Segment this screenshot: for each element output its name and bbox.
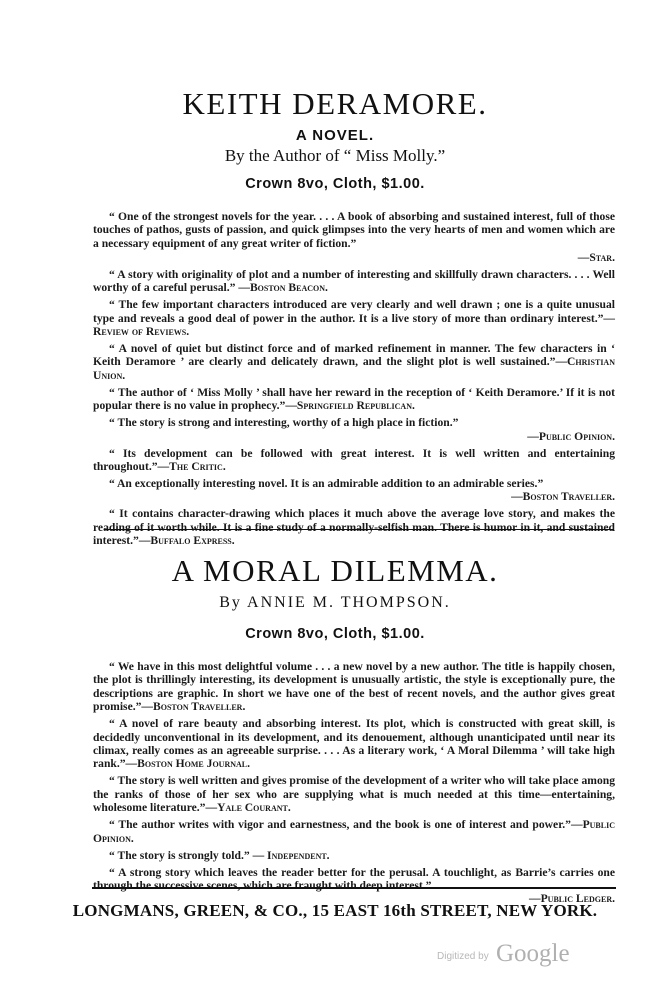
book1-review: [93, 477, 615, 490]
review-source: —Public Ledger.: [529, 892, 615, 906]
book1-byline: By the Author of “ Miss Molly.”: [224, 146, 446, 165]
review-text: “ The story is strong and interesting, worthy of a high place in fiction.”: [109, 416, 459, 430]
book2-review: [93, 849, 615, 862]
book1-title: KEITH DERAMORE.: [182, 86, 488, 121]
book1-review: [93, 507, 615, 547]
book2-review: [93, 717, 615, 771]
review-text: “ The author of ‘ Miss Molly ’ shall have her reward in the reception of ‘ Keith Deramore.’ If it is not popular there is no value in prophecy.”: [93, 385, 615, 413]
book1-reviews: [93, 210, 615, 551]
book1-review: [93, 416, 615, 429]
review-text: “ A story with originality of plot and a number of interesting and skillfully drawn characters. . . . Well worthy of a careful perusal.”: [93, 267, 615, 295]
book2-reviews: [93, 660, 615, 909]
review-source: —Boston Traveller.: [141, 700, 246, 714]
book1-subtitle: A NOVEL.: [295, 127, 375, 144]
review-source: —Springfield Republican.: [285, 399, 415, 413]
review-text: “ A novel of rare beauty and absorbing interest. Its plot, which is constructed with great skill, is decidedly unconventional in its development, and its denouement, although unanticipated until near its climax, really comes as an agreeable surprise. . . . As a literary work, ‘ A Moral Dilemma ’ will take high rank.”: [93, 717, 615, 771]
book1-review: [93, 342, 615, 382]
review-source: —Yale Courant.: [205, 801, 291, 815]
book2-review: [93, 818, 615, 845]
publisher-footer: LONGMANS, GREEN, & CO., 15 EAST 16th STREET, NEW YORK.: [72, 901, 598, 920]
review-text: “ The story is well written and gives promise of the development of a writer who will take place among the ranks of those of her sex who are supplying what is much needed at this time—entertaining, wholesome literature.”: [93, 774, 615, 815]
book2-review: [93, 774, 615, 814]
book2-title: A MORAL DILEMMA.: [171, 553, 499, 588]
review-text: “ A strong story which leaves the reader better for the perusal. A touchlight, as Barrie’s carries one through the successive scenes, which are fraught with deep interest.”: [93, 865, 615, 893]
footer-rule: [92, 887, 616, 889]
review-source: —Buffalo Express.: [138, 534, 235, 548]
review-source: —Star.: [577, 250, 615, 264]
book2-review: [93, 660, 615, 714]
book1-price: Crown 8vo, Cloth, $1.00.: [245, 176, 425, 192]
book1-review: [93, 447, 615, 474]
review-source: —Boston Beacon.: [238, 281, 328, 295]
book2-price: Crown 8vo, Cloth, $1.00.: [245, 626, 425, 642]
book1-review: [93, 210, 615, 250]
review-text: “ A novel of quiet but distinct force and of marked refinement in manner. The few characters in ‘ Keith Deramore ’ are clearly and delicately drawn, and the slight plot is well sustained.”: [93, 342, 615, 369]
review-source: —Boston Traveller.: [511, 490, 615, 504]
review-source: —Review of Reviews.: [93, 311, 615, 339]
book2-byline: By ANNIE M. THOMPSON.: [219, 594, 451, 611]
section-divider: [104, 529, 614, 530]
review-text: “ The author writes with vigor and earnestness, and the book is one of interest and power.”: [109, 818, 571, 832]
review-source: — Independent.: [252, 848, 330, 862]
review-source: —Boston Home Journal.: [125, 757, 251, 771]
review-text: “ The story is strongly told.”: [109, 848, 250, 862]
review-source: —The Critic.: [157, 460, 226, 474]
review-text: “ Its development can be followed with great interest. It is well written and entertaining throughout.”: [93, 446, 615, 474]
review-text: “ One of the strongest novels for the year. . . . A book of absorbing and sustained interest, full of those touches of pathos, gusts of passion, and quick glimpses into the very hearts of men and women which are a necessary equipment of any great writer of fiction.”: [93, 210, 615, 250]
review-source: —Public Opinion.: [93, 818, 615, 845]
book1-review: [93, 386, 615, 413]
google-watermark: Google: [496, 940, 570, 967]
review-text: “ The few important characters introduced are very clearly and well drawn ; one is a quite unusual type and reveals a good deal of power in the author. It is a live story of more than ordinary interest.”: [93, 298, 615, 325]
review-source: —Christian Union.: [93, 355, 615, 382]
review-source: —Public Opinion.: [527, 429, 615, 443]
book1-review: [93, 268, 615, 295]
review-text: “ An exceptionally interesting novel. It is an admirable addition to an admirable series.”: [109, 477, 544, 491]
digitized-by-label: Digitized by: [437, 951, 489, 962]
review-text: “ We have in this most delightful volume . . . a new novel by a new author. The title is happily chosen, the plot is thrillingly interesting, its development is unusually artistic, the style is exceptionally pure, the descriptions are graphic. In short we have one of the best of recent novels, and the author gives great promise.”: [93, 660, 615, 714]
review-text: “ It contains character-drawing which places it much above the average love story, and makes the reading of it worth while. It is a fine study of a normally-selfish man. There is humor in it, and sustained interest.”: [93, 507, 615, 548]
book1-review: [93, 298, 615, 338]
